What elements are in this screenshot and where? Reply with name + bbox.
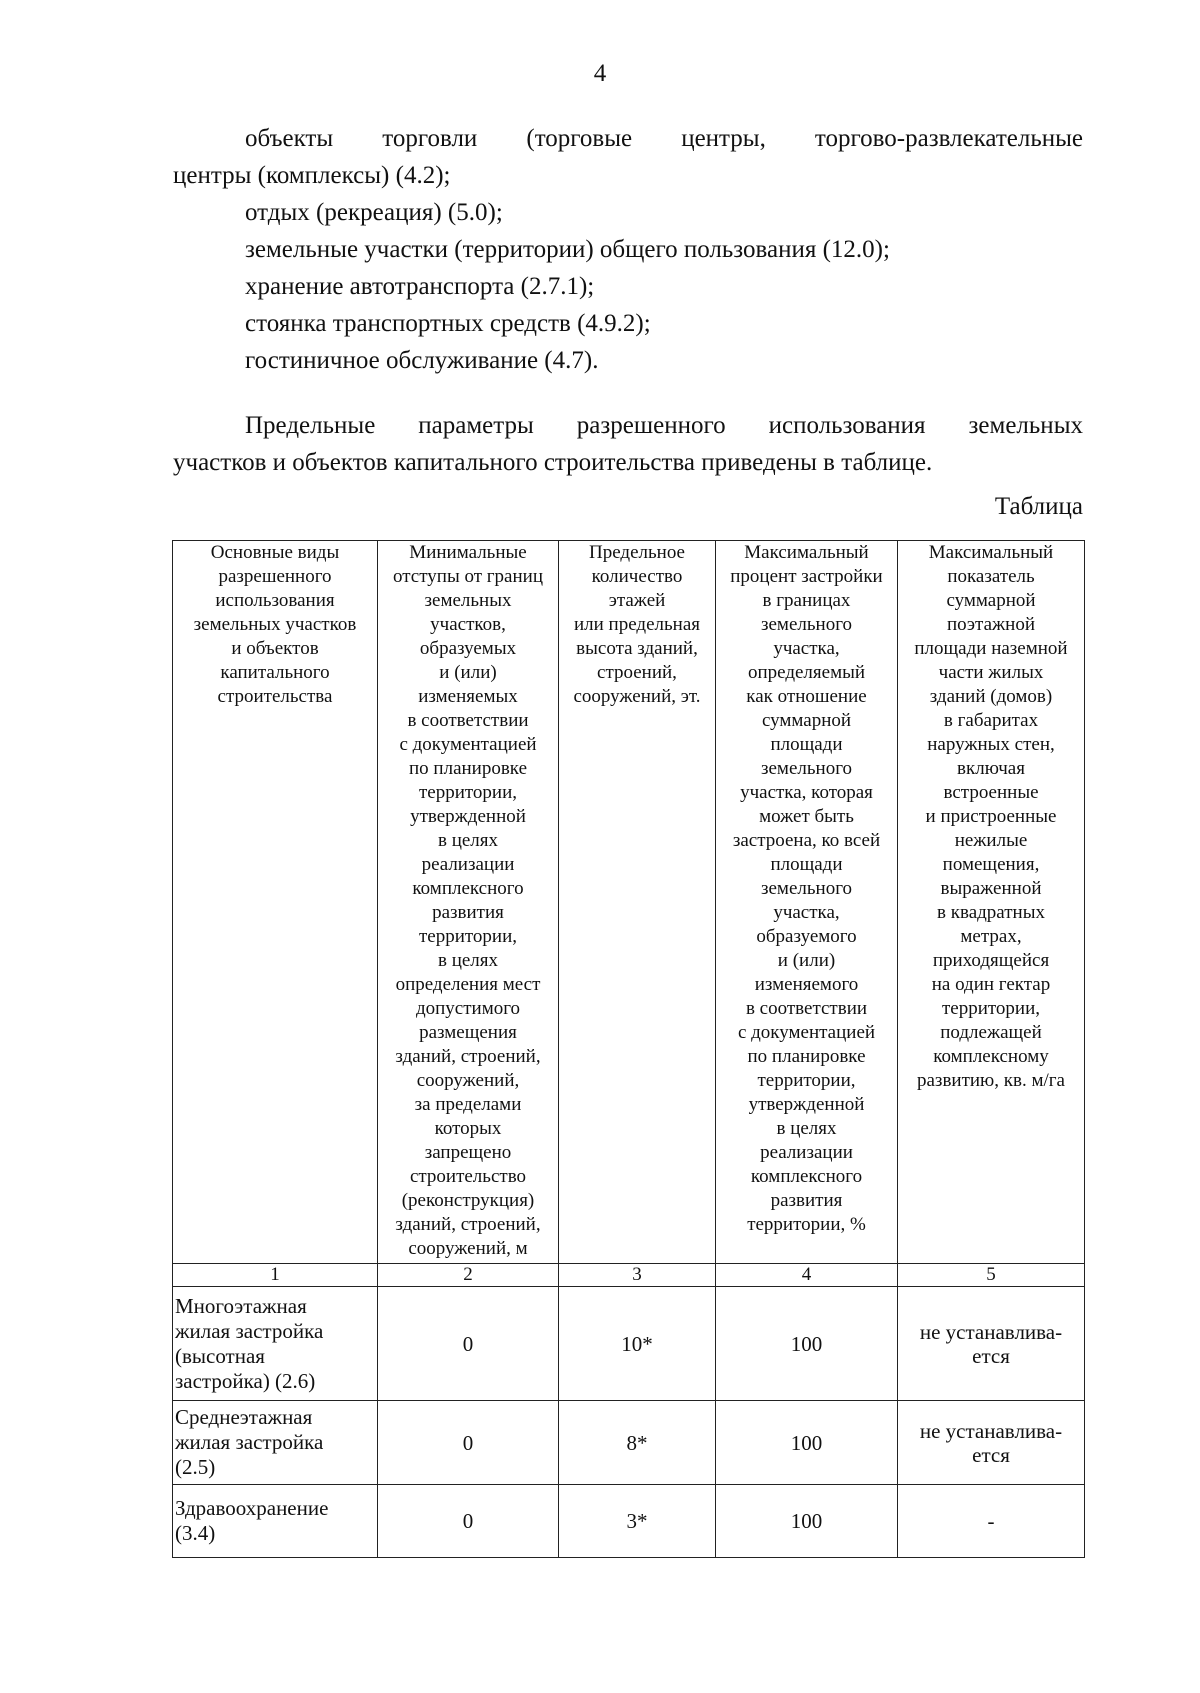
setback-cell: 0 (378, 1485, 559, 1558)
list-of-uses (173, 120, 1083, 379)
list-item: стоянка транспортных средств (4.9.2); (245, 310, 651, 337)
header-cell: Предельное количество этажей или предельная высота зданий, строений, сооружений, эт. (559, 541, 716, 1264)
header-cell: Основные виды разрешенного использования земельных участков и объектов капитального строительства (173, 541, 378, 1264)
paragraph-line: участков и объектов капитального строительства приведены в таблице. (173, 449, 933, 476)
list-item: объекты торговли (торговые центры, торгово-развлекательные (245, 125, 1083, 152)
use-type-cell: Здравоохранение (3.4) (173, 1485, 378, 1558)
floor-area-cell: - (898, 1485, 1085, 1558)
column-number-row (173, 1264, 1085, 1287)
list-item: земельные участки (территории) общего пользования (12.0); (245, 236, 890, 263)
floor-area-cell: не устанавлива- ется (898, 1401, 1085, 1485)
table-row (173, 1287, 1085, 1401)
list-item: гостиничное обслуживание (4.7). (245, 347, 599, 374)
floors-cell: 3* (559, 1485, 716, 1558)
coverage-cell: 100 (716, 1401, 898, 1485)
column-number: 1 (173, 1264, 378, 1287)
header-cell: Максимальный процент застройки в границах земельного участка, определяемый как отношение суммарной площади земельного участка, которая может быть застроена, ко всей площади земельного участка, образуемого и (или) изменяемого в соответствии с документацией по планировке территории, утвержденной в целях реализации комплексного развития территории, % (716, 541, 898, 1264)
parameters-table (172, 540, 1085, 1558)
table-row (173, 1485, 1085, 1558)
list-item: хранение автотранспорта (2.7.1); (245, 273, 595, 300)
table-row (173, 1401, 1085, 1485)
setback-cell: 0 (378, 1287, 559, 1401)
list-item: отдых (рекреация) (5.0); (245, 199, 503, 226)
paragraph-line: Предельные параметры разрешенного использования земельных (245, 412, 1083, 439)
column-number: 5 (898, 1264, 1085, 1287)
use-type-cell: Многоэтажная жилая застройка (высотная застройка) (2.6) (173, 1287, 378, 1401)
page-number: 4 (593, 60, 607, 87)
coverage-cell: 100 (716, 1287, 898, 1401)
list-item: центры (комплексы) (4.2); (173, 162, 451, 189)
column-number: 4 (716, 1264, 898, 1287)
column-number: 2 (378, 1264, 559, 1287)
intro-paragraph (173, 407, 1083, 481)
floor-area-cell: не устанавлива- ется (898, 1287, 1085, 1401)
floors-cell: 10* (559, 1287, 716, 1401)
header-cell: Максимальный показатель суммарной поэтажной площади наземной части жилых зданий (домов) в габаритах наружных стен, включая встроенные и пристроенные нежилые помещения, выраженной в квадратных метрах, приходящейся на один гектар территории, подлежащей комплексному развитию, кв. м/га (898, 541, 1085, 1264)
header-cell: Минимальные отступы от границ земельных участков, образуемых и (или) изменяемых в соответствии с документацией по планировке территории, утвержденной в целях реализации комплексного развития территории, в целях определения мест допустимого размещения зданий, строений, сооружений, за пределами которых запрещено строительство (реконструкция) зданий, строений, сооружений, м (378, 541, 559, 1264)
setback-cell: 0 (378, 1401, 559, 1485)
table-caption: Таблица (994, 493, 1083, 520)
coverage-cell: 100 (716, 1485, 898, 1558)
floors-cell: 8* (559, 1401, 716, 1485)
column-number: 3 (559, 1264, 716, 1287)
use-type-cell: Среднеэтажная жилая застройка (2.5) (173, 1401, 378, 1485)
table-header-row (173, 541, 1085, 1264)
